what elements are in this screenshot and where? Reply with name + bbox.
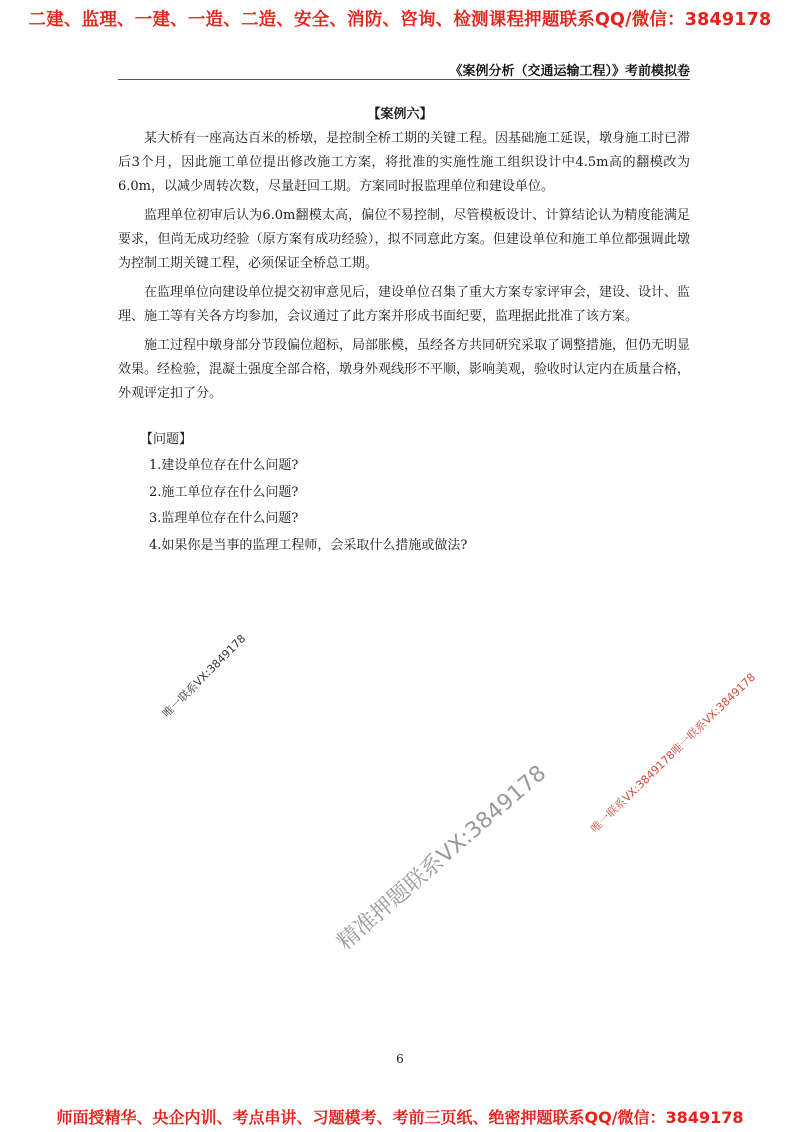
watermark-large: 精准押题联系VX:3849178 [332,760,552,956]
case-body [118,127,690,411]
question-item-2: 2.施工单位存在什么问题? [149,484,299,500]
watermark-red: 唯一联系VX:3849178唯一联系VX:3849178 [588,670,759,836]
case-paragraph-3: 在监理单位向建设单位提交初审意见后，建设单位召集了重大方案专家评审会，建设、设计、监理、施工等有关各方均参加，会议通过了此方案并形成书面纪要，监理据此批准了该方案。 [118,285,691,324]
question-item-3: 3.监理单位存在什么问题? [149,511,299,526]
case-title: 【案例六】 [367,107,433,122]
question-item-4: 4.如果你是当事的监理工程师，会采取什么措施或做法? [149,537,468,553]
questions-heading: 【问题】 [140,432,193,447]
case-paragraph-2: 监理单位初审后认为6.0m翻模太高，偏位不易控制，尽管模板设计、计算结论认为精度能满足要求，但尚无成功经验（原方案有成功经验），拟不同意此方案。但建设单位和施工单位都强调此墩为控制工期关键工程，必须保证全桥总工期。 [118,208,690,271]
top-promo-banner: 二建、监理、一建、一造、二造、安全、消防、咨询、检测课程押题联系QQ/微信：3849178 [28,10,772,30]
question-item-1: 1.建设单位存在什么问题? [149,458,299,473]
questions-section [118,428,690,560]
case-paragraph-4: 施工过程中墩身部分节段偏位超标，局部胀模，虽经各方共同研究采取了调整措施，但仍无明显效果。经检验，混凝土强度全部合格，墩身外观线形不平顺，影响美观，验收时认定内在质量合格，外观评定扣了分。 [118,338,691,401]
page-number: 6 [396,1052,404,1066]
document-header-title: 《案例分析（交通运输工程）》考前模拟卷 [449,64,690,79]
bottom-promo-banner: 师面授精华、央企内训、考点串讲、习题模考、考前三页纸、绝密押题联系QQ/微信：3849178 [56,1108,744,1127]
watermark-small: 唯一联系VX:3849178 [160,632,249,721]
header-divider [118,79,690,80]
case-paragraph-1: 某大桥有一座高达百米的桥墩，是控制全桥工期的关键工程。因基础施工延误，墩身施工时已滞后3个月，因此施工单位提出修改施工方案，将批准的实施性施工组织设计中4.5m高的翻模改为6.0m，以减少周转次数，尽量赶回工期。方案同时报监理单位和建设单位。 [118,131,691,194]
